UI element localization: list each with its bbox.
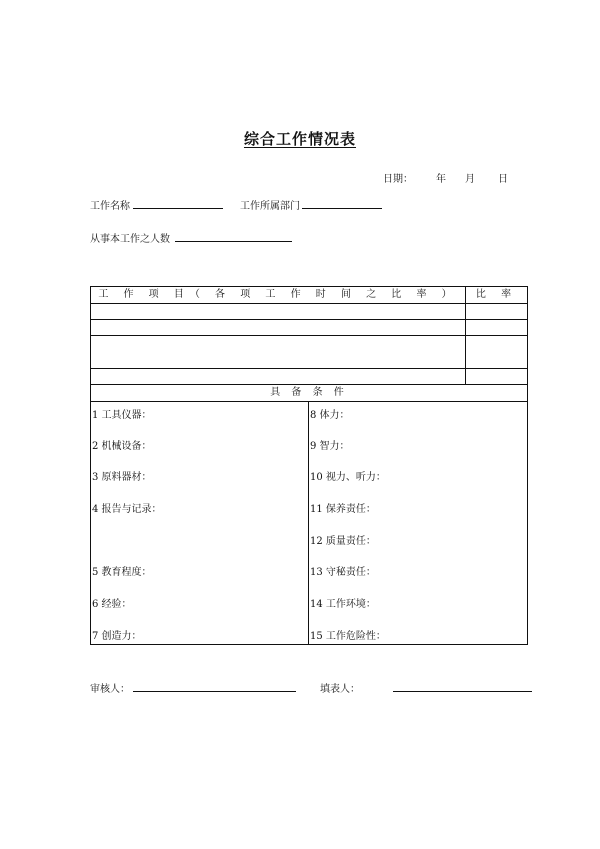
work-item-cell[interactable] — [91, 369, 466, 385]
condition-right-11: 11 保养责任： — [310, 504, 376, 515]
condition-right-15: 15 工作危险性： — [310, 631, 386, 642]
condition-left-4: 4 报告与记录： — [92, 504, 162, 515]
conditions-divider — [308, 402, 309, 644]
condition-right-8: 8 体力： — [310, 410, 350, 421]
ratio-cell[interactable] — [466, 369, 528, 385]
date-row — [383, 170, 413, 185]
condition-left-2: 2 机械设备： — [92, 441, 152, 452]
work-item-cell[interactable] — [91, 336, 466, 369]
condition-right-10: 10 视力、听力： — [310, 472, 386, 483]
ratio-cell[interactable] — [466, 320, 528, 336]
work-item-cell[interactable] — [91, 320, 466, 336]
filler-label: 填表人： — [320, 684, 360, 695]
work-item-row — [91, 320, 528, 336]
work-item-row — [91, 369, 528, 385]
filler-field[interactable] — [393, 682, 532, 692]
condition-left-5: 5 教育程度： — [92, 567, 152, 578]
ratio-cell[interactable] — [466, 336, 528, 369]
condition-left-1: 1 工具仪器： — [92, 410, 152, 421]
reviewer-label: 审核人： — [90, 684, 130, 695]
page-title: 综合工作情况表 — [243, 130, 356, 148]
col-ratio-header: 比 率 — [466, 287, 528, 304]
condition-left-7: 7 创造力： — [92, 631, 142, 642]
conditions-cell — [91, 402, 528, 645]
condition-right-9: 9 智力： — [310, 441, 350, 452]
date-month: 月 — [465, 174, 475, 185]
reviewer-field[interactable] — [133, 682, 296, 692]
department-label: 工作所属部门 — [240, 201, 300, 212]
condition-right-14: 14 工作环境： — [310, 599, 376, 610]
work-name-field[interactable] — [133, 199, 223, 209]
conditions-header: 具 备 条 件 — [91, 385, 528, 402]
people-count-field[interactable] — [175, 232, 292, 242]
ratio-cell[interactable] — [466, 304, 528, 320]
work-item-row — [91, 304, 528, 320]
condition-right-13: 13 守秘责任： — [310, 567, 376, 578]
work-form-table — [90, 286, 528, 645]
condition-right-12: 12 质量责任： — [310, 536, 376, 547]
department-field[interactable] — [302, 199, 382, 209]
date-label: 日期： — [383, 174, 413, 185]
date-day: 日 — [498, 174, 508, 185]
work-name-label: 工作名称 — [90, 201, 130, 212]
people-count-label: 从事本工作之人数 — [90, 234, 170, 245]
date-year: 年 — [436, 174, 446, 185]
col-item-header: 工 作 项 目（ 各 项 工 作 时 间 之 比 率 ） — [91, 287, 466, 304]
work-item-cell[interactable] — [91, 304, 466, 320]
condition-left-6: 6 经验： — [92, 599, 132, 610]
condition-left-3: 3 原料器材： — [92, 472, 152, 483]
work-item-row — [91, 336, 528, 369]
